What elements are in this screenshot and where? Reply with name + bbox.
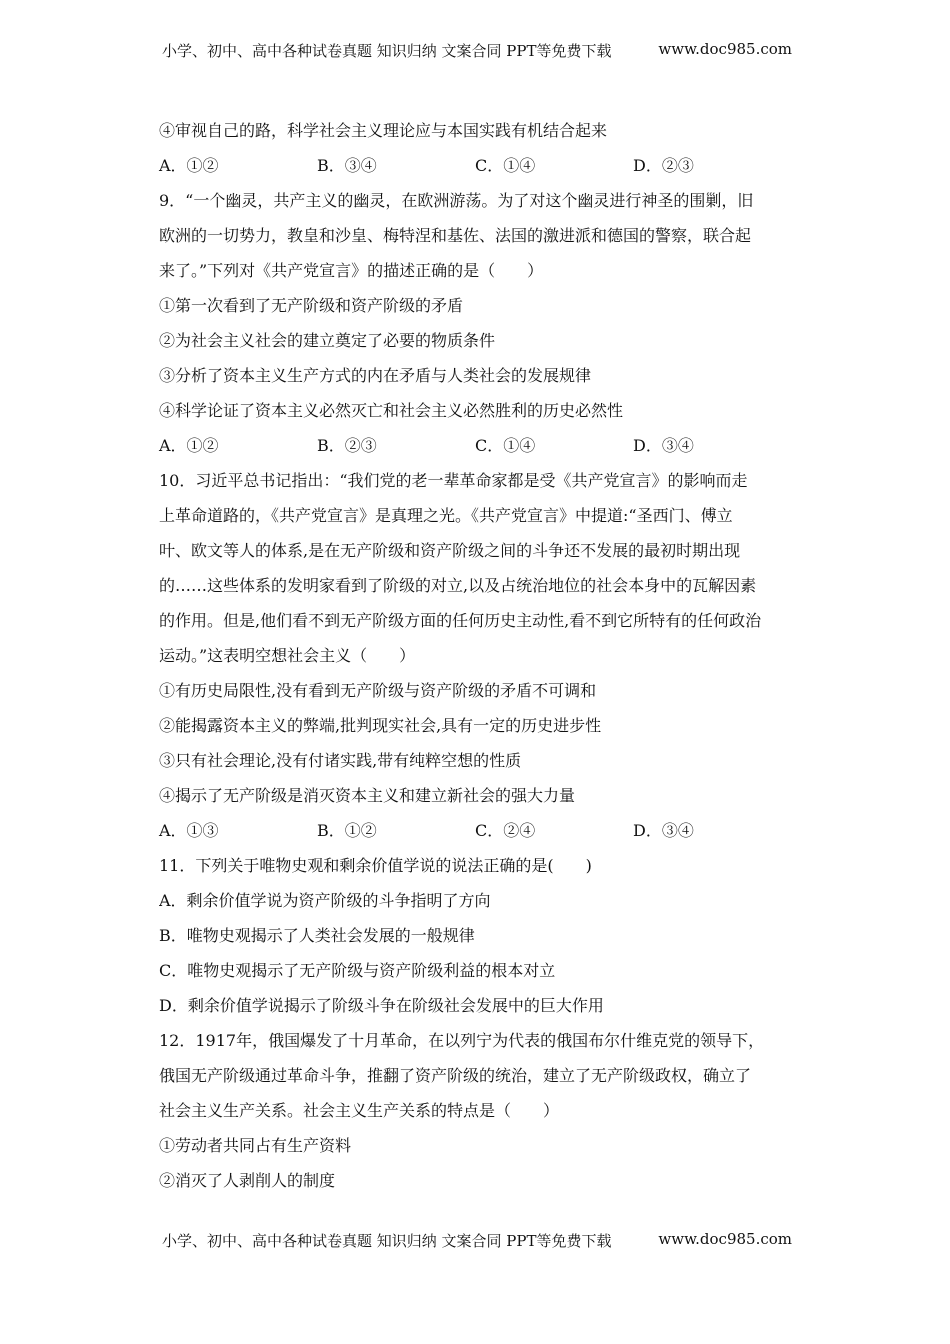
answer-options bbox=[159, 813, 791, 848]
text-line: ④揭示了无产阶级是消灭资本主义和建立新社会的强大力量 bbox=[159, 786, 576, 805]
option-d: D．③④ bbox=[633, 821, 694, 840]
text-line: ②消灭了人剥削人的制度 bbox=[159, 1171, 336, 1190]
text-line: ①第一次看到了无产阶级和资产阶级的矛盾 bbox=[159, 296, 464, 315]
option-d: D．②③ bbox=[633, 156, 694, 175]
text-line: 的……这些体系的发明家看到了阶级的对立,以及占统治地位的社会本身中的瓦解因素 bbox=[159, 576, 757, 595]
question-10-line: 10．习近平总书记指出：“我们党的老一辈革命家都是受《共产党宣言》的影响而走 bbox=[159, 471, 748, 490]
option-c: C．①④ bbox=[475, 436, 536, 455]
page-header bbox=[162, 40, 792, 61]
text-line: ③分析了资本主义生产方式的内在矛盾与人类社会的发展规律 bbox=[159, 366, 592, 385]
text-line: B．唯物史观揭示了人类社会发展的一般规律 bbox=[159, 926, 475, 945]
text-line: ④科学论证了资本主义必然灭亡和社会主义必然胜利的历史必然性 bbox=[159, 401, 624, 420]
text-line: 社会主义生产关系。社会主义生产关系的特点是（ ） bbox=[159, 1101, 560, 1120]
text-line: ③只有社会理论,没有付诸实践,带有纯粹空想的性质 bbox=[159, 751, 522, 770]
text-line: D．剩余价值学说揭示了阶级斗争在阶级社会发展中的巨大作用 bbox=[159, 996, 604, 1015]
document-body bbox=[159, 113, 791, 1198]
option-b: B．②③ bbox=[317, 436, 377, 455]
option-a: A．①② bbox=[159, 436, 219, 455]
text-line: ②能揭露资本主义的弊端,批判现实社会,具有一定的历史进步性 bbox=[159, 716, 602, 735]
text-line: A．剩余价值学说为资产阶级的斗争指明了方向 bbox=[159, 891, 491, 910]
text-line: 叶、欧文等人的体系,是在无产阶级和资产阶级之间的斗争还不发展的最初时期出现 bbox=[159, 541, 741, 560]
header-url: www.doc985.com bbox=[658, 40, 792, 58]
option-a: A．①③ bbox=[159, 821, 219, 840]
text-line: 运动。”这表明空想社会主义（ ） bbox=[159, 646, 416, 665]
text-line: C．唯物史观揭示了无产阶级与资产阶级利益的根本对立 bbox=[159, 961, 556, 980]
text-line: ①有历史局限性,没有看到无产阶级与资产阶级的矛盾不可调和 bbox=[159, 681, 597, 700]
footer-text: 小学、初中、高中各种试卷真题 知识归纳 文案合同 PPT等免费下载 bbox=[162, 1232, 612, 1250]
footer-url: www.doc985.com bbox=[658, 1230, 792, 1248]
text-line: 欧洲的一切势力，教皇和沙皇、梅特涅和基佐、法国的激进派和德国的警察，联合起 bbox=[159, 226, 752, 245]
answer-options bbox=[159, 428, 791, 463]
option-a: A．①② bbox=[159, 156, 219, 175]
question-11-line: 11．下列关于唯物史观和剩余价值学说的说法正确的是( ) bbox=[159, 856, 592, 875]
option-d: D．③④ bbox=[633, 436, 694, 455]
option-c: C．①④ bbox=[475, 156, 536, 175]
answer-options bbox=[159, 148, 791, 183]
text-line: 俄国无产阶级通过革命斗争，推翻了资产阶级的统治，建立了无产阶级政权，确立了 bbox=[159, 1066, 752, 1085]
text-line: 的作用。但是,他们看不到无产阶级方面的任何历史主动性,看不到它所特有的任何政治 bbox=[159, 611, 762, 630]
text-line: 来了。”下列对《共产党宣言》的描述正确的是（ ） bbox=[159, 261, 544, 280]
option-b: B．③④ bbox=[317, 156, 377, 175]
text-line: 上革命道路的，《共产党宣言》是真理之光。《共产党宣言》中提道:“圣西门、傅立 bbox=[159, 506, 733, 525]
text-line: ①劳动者共同占有生产资料 bbox=[159, 1136, 352, 1155]
question-9-line: 9．“一个幽灵，共产主义的幽灵，在欧洲游荡。为了对这个幽灵进行神圣的围剿，旧 bbox=[159, 191, 754, 210]
header-text: 小学、初中、高中各种试卷真题 知识归纳 文案合同 PPT等免费下载 bbox=[162, 42, 612, 60]
text-line: ④审视自己的路，科学社会主义理论应与本国实践有机结合起来 bbox=[159, 121, 608, 140]
text-line: ②为社会主义社会的建立奠定了必要的物质条件 bbox=[159, 331, 496, 350]
question-12-line: 12．1917年，俄国爆发了十月革命，在以列宁为代表的俄国布尔什维克党的领导下， bbox=[159, 1031, 765, 1050]
page-footer bbox=[162, 1230, 792, 1251]
option-c: C．②④ bbox=[475, 821, 536, 840]
option-b: B．①② bbox=[317, 821, 377, 840]
